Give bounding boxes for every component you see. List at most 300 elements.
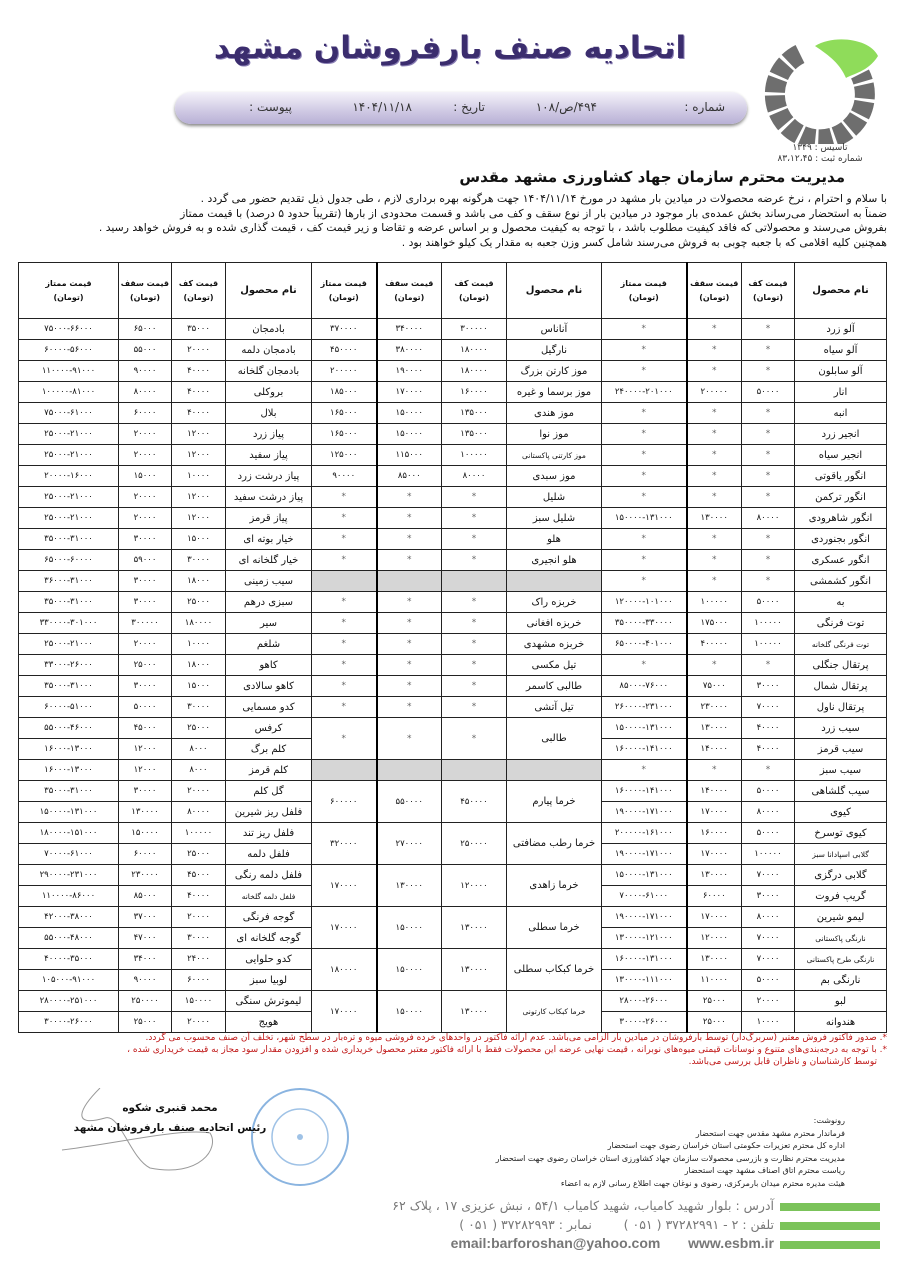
ceiling-price-text: ۳۰۰۰۰ <box>133 786 157 796</box>
ceiling-price-text: ۲۰۰۰۰ <box>133 429 157 439</box>
floor-price <box>742 865 795 886</box>
empty-grey-cell <box>507 760 602 781</box>
floor-price-text: * <box>765 429 771 439</box>
floor-price <box>172 424 226 445</box>
premium-price <box>312 487 377 508</box>
premium-price-text: ۱۶۰۰۰-۱۳۰۰۰ <box>44 765 93 775</box>
product-name <box>795 949 887 970</box>
intro-line: بفروش می‌رسند و محصولاتی که فاقد کیفیت مطلوب باشد ، با توجه به کیفیت محصول و بر اساس عرضه و تقاضا و زیر قیمت کف ، قیمت گذاری شده و به فروش خواهد رسید . <box>98 221 887 234</box>
premium-price-text: ۱۳۰۰۰۰-۱۱۱۰۰۰ <box>614 975 673 985</box>
premium-price-text: ۱۸۵۰۰۰ <box>330 387 358 397</box>
table-row <box>19 676 887 697</box>
premium-price <box>19 508 119 529</box>
floor-price-text: ۲۵۰۰۰۰ <box>460 838 488 849</box>
ceiling-price <box>377 949 442 991</box>
product-name-text: شلیل <box>542 491 566 503</box>
floor-price <box>442 949 507 991</box>
floor-price <box>742 361 795 382</box>
ceiling-price-text: ۱۱۰۰۰۰ <box>700 975 728 985</box>
product-name-text: گریپ فروت <box>815 890 866 902</box>
table-row <box>19 340 887 361</box>
product-name <box>226 802 312 823</box>
premium-price <box>312 319 377 340</box>
product-name <box>226 781 312 802</box>
premium-price-text: ۵۵۰۰۰-۴۶۰۰۰ <box>44 723 93 733</box>
floor-price <box>742 613 795 634</box>
floor-price-text: ۳۰۰۰۰ <box>756 891 780 901</box>
premium-price-text: ۲۰۰۰۰-۱۶۰۰۰ <box>44 471 93 481</box>
product-name-text: بادمجان گلخانه <box>237 365 300 377</box>
floor-price-text: ۱۵۰۰۰۰ <box>184 996 213 1006</box>
floor-price <box>172 928 226 949</box>
ceiling-price <box>687 928 742 949</box>
product-name <box>795 844 887 865</box>
ceiling-price-text: * <box>407 534 412 544</box>
ceiling-price-text: ۱۳۰۰۰۰ <box>700 513 728 523</box>
product-name-text: خیار بوته ای <box>243 533 294 545</box>
floor-price <box>172 487 226 508</box>
organization-title: اتحادیه صنف بارفروشان مشهد <box>213 30 687 66</box>
floor-price-text: ۲۵۰۰۰ <box>187 597 210 607</box>
carbon-copy-list <box>496 1115 845 1190</box>
ceiling-price <box>687 403 742 424</box>
premium-price <box>602 361 687 382</box>
premium-price <box>602 592 687 613</box>
floor-price-text: * <box>765 345 771 355</box>
floor-price-text: ۱۰۰۰۰۰ <box>754 618 782 628</box>
product-name <box>226 928 312 949</box>
floor-price <box>442 865 507 907</box>
product-name <box>795 403 887 424</box>
floor-price <box>442 508 507 529</box>
premium-price-text: ۱۲۰۰۰۰-۱۰۱۰۰۰ <box>614 597 673 607</box>
table-row <box>19 424 887 445</box>
product-name-text: پیاز قرمز <box>249 512 288 524</box>
floor-price-text: ۸۰۰۰۰ <box>756 912 780 922</box>
product-name <box>795 382 887 403</box>
ceiling-price-text: ۱۷۰۰۰۰ <box>395 387 423 397</box>
addressee: مدیریت محترم سازمان جهاد کشاورزی مشهد مقدس <box>459 168 845 186</box>
premium-price-text: * <box>341 492 346 502</box>
floor-price-text: ۸۰۰۰ <box>189 765 208 775</box>
product-name-text: شلغم <box>256 638 281 650</box>
ceiling-price-text: ۳۷۰۰۰ <box>133 912 157 922</box>
product-name-text: فلفل دلمه <box>247 848 290 860</box>
product-name-text: کدو حلوایی <box>245 953 292 965</box>
premium-price <box>312 949 377 991</box>
floor-price <box>742 340 795 361</box>
product-name <box>226 718 312 739</box>
floor-price <box>442 613 507 634</box>
product-name <box>795 466 887 487</box>
floor-price <box>442 634 507 655</box>
ceiling-price-text: ۲۳۰۰۰۰ <box>700 702 728 712</box>
ceiling-price-text: ۳۰۰۰۰۰ <box>131 618 159 628</box>
product-name-text: هلو انجیری <box>531 554 577 566</box>
product-name <box>507 382 602 403</box>
floor-price-text: ۳۰۰۰۰۰ <box>460 324 488 334</box>
floor-price-text: ۴۰۰۰۰ <box>187 387 210 397</box>
product-name <box>226 865 312 886</box>
premium-price-text: * <box>641 576 646 586</box>
ceiling-price-text: ۱۲۰۰۰۰ <box>700 933 728 943</box>
product-name <box>226 487 312 508</box>
premium-price-text: * <box>641 408 646 418</box>
ceiling-price-text: ۱۷۰۰۰۰ <box>700 912 728 922</box>
unit-label: (تومان) <box>328 292 359 302</box>
premium-price-text: * <box>341 639 346 649</box>
floor-price <box>442 403 507 424</box>
product-name-text: هلو <box>547 533 561 545</box>
product-name-text: سیب زمینی <box>244 575 293 587</box>
floor-price <box>442 487 507 508</box>
ceiling-price-text: * <box>407 733 412 744</box>
ceiling-price <box>119 760 172 781</box>
floor-price <box>442 718 507 760</box>
premium-price <box>602 844 687 865</box>
product-name-text: کرفس <box>254 722 283 734</box>
premium-price-text: ۱۶۵۰۰۰ <box>330 408 358 418</box>
product-name <box>507 361 602 382</box>
floor-price-text: ۱۲۰۰۰۰ <box>460 880 488 891</box>
product-name-text: سیب سبز <box>819 764 862 776</box>
table-row <box>19 445 887 466</box>
product-name <box>226 319 312 340</box>
ceiling-price <box>377 340 442 361</box>
ceiling-price <box>119 823 172 844</box>
floor-price <box>172 340 226 361</box>
product-name <box>507 781 602 823</box>
floor-price-text: ۸۰۰۰۰ <box>756 807 780 817</box>
floor-price <box>442 550 507 571</box>
floor-price-text: * <box>471 555 477 565</box>
premium-price-text: ۱۸۰۰۰۰ <box>330 964 358 975</box>
ceiling-price-text: * <box>407 492 412 502</box>
product-name <box>795 508 887 529</box>
product-name-text: انگور کشمشی <box>810 575 871 587</box>
ceiling-price-text: ۱۵۰۰۰۰ <box>395 408 423 418</box>
ceiling-price-text: ۹۰۰۰۰ <box>133 975 157 985</box>
phone: تلفن : ۲ - ۳۷۲۸۲۹۹۱ ( ۰۵۱ ) <box>623 1217 774 1232</box>
unit-label: (تومان) <box>458 292 490 302</box>
floor-price <box>742 781 795 802</box>
ceiling-price-text: * <box>712 534 717 544</box>
ceiling-price-text: ۱۳۰۰۰۰ <box>700 723 728 733</box>
ceiling-price-text: ۶۰۰۰۰ <box>702 891 726 901</box>
product-name-text: توت فرنگی <box>816 617 865 629</box>
floor-price <box>172 655 226 676</box>
table-row <box>19 781 887 802</box>
ceiling-price <box>377 382 442 403</box>
floor-price-text: ۸۰۰۰ <box>189 744 208 754</box>
floor-price-text: ۵۰۰۰۰ <box>756 597 780 607</box>
floor-price <box>442 781 507 823</box>
header-product-name <box>507 263 602 319</box>
ceiling-price <box>687 865 742 886</box>
floor-price <box>172 550 226 571</box>
product-name-text: موز کارتن بزرگ <box>520 365 588 377</box>
signatory-name: محمد قنبری شکوه <box>122 1102 218 1114</box>
floor-price-text: * <box>765 555 771 565</box>
premium-price <box>19 928 119 949</box>
unit-label: (تومان) <box>129 292 161 302</box>
product-name <box>226 361 312 382</box>
ceiling-price <box>687 634 742 655</box>
ceiling-price <box>119 592 172 613</box>
email-link[interactable]: email:barforoshan@yahoo.com <box>450 1235 661 1251</box>
premium-price-text: ۱۵۰۰۰۰-۱۳۱۰۰۰ <box>39 807 98 817</box>
product-name <box>507 487 602 508</box>
product-name <box>507 340 602 361</box>
premium-price <box>602 571 687 592</box>
product-name <box>795 655 887 676</box>
ceiling-price <box>687 340 742 361</box>
floor-price <box>442 340 507 361</box>
empty-grey-cell <box>377 760 442 781</box>
ceiling-price-text: ۱۳۰۰۰۰ <box>700 954 728 964</box>
ceiling-price <box>119 424 172 445</box>
premium-price <box>312 781 377 823</box>
product-name <box>795 424 887 445</box>
header-product-name-text: نام محصول <box>240 284 297 296</box>
ceiling-price-text: ۲۰۰۰۰ <box>133 492 157 502</box>
ceiling-price <box>687 886 742 907</box>
floor-price <box>442 361 507 382</box>
floor-price <box>742 592 795 613</box>
product-name-text: به <box>836 596 845 608</box>
date-value: ۱۴۰۴/۱۱/۱۸ <box>352 100 412 114</box>
premium-price <box>19 949 119 970</box>
ceiling-price-text: ۱۹۰۰۰۰ <box>395 366 423 376</box>
ceiling-price <box>119 319 172 340</box>
floor-price <box>742 970 795 991</box>
product-name-text: نارنگی طرح پاکستانی <box>806 954 875 964</box>
product-name <box>226 403 312 424</box>
ceiling-price-text: * <box>407 639 412 649</box>
table-row <box>19 907 887 928</box>
ceiling-price-text: * <box>407 555 412 565</box>
product-name-text: خرما کبکاب سطلی <box>513 964 595 975</box>
floor-price-text: ۲۰۰۰۰ <box>187 1017 210 1027</box>
floor-price-text: ۸۰۰۰۰ <box>756 513 780 523</box>
product-name-text: آلو زرد <box>826 323 855 335</box>
product-name <box>507 319 602 340</box>
ceiling-price-text: * <box>407 597 412 607</box>
ceiling-price <box>687 697 742 718</box>
ceiling-price <box>377 823 442 865</box>
product-name <box>226 697 312 718</box>
ceiling-price-text: * <box>712 324 717 334</box>
ceiling-price <box>687 382 742 403</box>
ceiling-price <box>119 970 172 991</box>
ceiling-price-text: ۱۷۰۰۰۰ <box>700 807 728 817</box>
header-floor-price-text: قیمت کف <box>454 278 494 288</box>
premium-price-text: * <box>641 450 646 460</box>
product-name <box>795 865 887 886</box>
premium-price-text: ۲۵۰۰۰-۲۱۰۰۰ <box>44 450 93 460</box>
product-name <box>507 508 602 529</box>
floor-price <box>172 718 226 739</box>
ceiling-price <box>119 991 172 1012</box>
ceiling-price <box>687 718 742 739</box>
premium-price-text: ۳۰۰۰۰-۲۶۰۰۰ <box>44 1017 93 1027</box>
product-name <box>795 445 887 466</box>
premium-price <box>312 676 377 697</box>
floor-price <box>442 466 507 487</box>
floor-price <box>442 382 507 403</box>
empty-grey-cell <box>377 571 442 592</box>
floor-price <box>172 739 226 760</box>
table-row <box>19 613 887 634</box>
ceiling-price-text: ۲۰۰۰۰ <box>133 450 157 460</box>
floor-price-text: ۱۸۰۰۰۰ <box>184 618 213 628</box>
product-name-text: موز نوا <box>539 428 569 440</box>
product-name-text: لبو <box>834 995 847 1007</box>
header-floor-price <box>172 263 226 319</box>
ceiling-price-text: ۱۴۰۰۰۰ <box>700 744 728 754</box>
product-name-text: سیب زرد <box>821 722 860 734</box>
premium-price <box>19 886 119 907</box>
floor-price-text: * <box>471 534 477 544</box>
ceiling-price-text: ۵۰۰۰۰ <box>133 702 157 712</box>
product-name-text: موز برسما و غیره <box>516 386 592 398</box>
ceiling-price <box>687 361 742 382</box>
floor-price-text: * <box>765 660 771 670</box>
product-name <box>507 445 602 466</box>
ceiling-price-text: ۳۸۰۰۰۰ <box>395 345 423 355</box>
product-name <box>507 466 602 487</box>
ceiling-price-text: ۱۵۰۰۰۰ <box>395 922 423 933</box>
product-name <box>507 991 602 1033</box>
premium-price <box>602 739 687 760</box>
unit-label: (تومان) <box>183 292 214 302</box>
premium-price-text: ۷۰۰۰۰-۶۱۰۰۰ <box>44 849 93 859</box>
floor-price-text: ۲۰۰۰۰ <box>187 912 210 922</box>
header-ceiling-price-text: قیمت سقف <box>120 278 169 288</box>
product-name-text: خربزه راک <box>531 596 577 608</box>
floor-price <box>742 403 795 424</box>
premium-price-text: ۱۷۰۰۰۰ <box>330 1006 358 1017</box>
product-name <box>226 823 312 844</box>
product-name <box>226 445 312 466</box>
note: توسط کارشناسان و ناظران قابل بررسی می‌باشد. <box>688 1057 877 1067</box>
premium-price-text: ۳۶۰۰۰-۳۱۰۰۰ <box>44 576 93 586</box>
premium-price-text: ۱۷۰۰۰۰ <box>330 880 358 891</box>
ceiling-price-text: ۳۰۰۰۰ <box>133 681 157 691</box>
floor-price <box>172 361 226 382</box>
product-name <box>507 529 602 550</box>
product-name <box>226 340 312 361</box>
premium-price-text: ۲۰۰۰۰۰-۱۶۱۰۰۰ <box>614 828 673 838</box>
floor-price-text: * <box>765 408 771 418</box>
premium-price-text: ۲۴۰۰۰۰-۲۰۱۰۰۰ <box>614 387 673 397</box>
ceiling-price <box>377 865 442 907</box>
product-name-text: کلم برگ <box>250 743 287 755</box>
product-name-text: موز هندی <box>534 407 574 419</box>
premium-price-text: * <box>341 534 346 544</box>
ceiling-price <box>119 403 172 424</box>
floor-price <box>172 1012 226 1033</box>
ceiling-price-text: ۱۳۰۰۰۰ <box>700 870 728 880</box>
product-name-text: لیموترش سنگی <box>235 995 302 1007</box>
ceiling-price <box>687 529 742 550</box>
product-name-text: فلفل دلمه رنگی <box>234 869 303 881</box>
ceiling-price <box>377 781 442 823</box>
product-name-text: گوجه فرنگی <box>242 911 295 923</box>
floor-price-text: ۷۰۰۰۰ <box>756 954 780 964</box>
product-name-text: سیب قرمز <box>817 743 864 755</box>
premium-price-text: * <box>341 681 346 691</box>
ceiling-price <box>377 424 442 445</box>
premium-price <box>312 508 377 529</box>
premium-price-text: ۱۶۵۰۰۰ <box>330 429 358 439</box>
premium-price <box>602 445 687 466</box>
floor-price <box>172 697 226 718</box>
premium-price-text: ۴۵۰۰۰۰ <box>330 345 358 355</box>
green-bar <box>780 1222 880 1230</box>
website-link[interactable]: www.esbm.ir <box>688 1235 774 1251</box>
ceiling-price-text: ۶۰۰۰۰ <box>133 408 157 418</box>
ceiling-price-text: * <box>407 618 412 628</box>
product-name-text: گل کلم <box>253 785 284 797</box>
product-name-text: انار <box>833 386 848 398</box>
ceiling-price-text: ۲۰۰۰۰۰ <box>700 387 728 397</box>
ceiling-price <box>119 865 172 886</box>
product-name <box>795 718 887 739</box>
floor-price <box>172 802 226 823</box>
product-name <box>795 529 887 550</box>
ceiling-price <box>377 403 442 424</box>
product-name-text: خرما رطب مضافتی <box>512 838 596 849</box>
ceiling-price <box>119 676 172 697</box>
premium-price <box>602 886 687 907</box>
premium-price <box>19 781 119 802</box>
ceiling-price-text: ۱۳۰۰۰۰ <box>131 807 159 817</box>
table-row <box>19 529 887 550</box>
premium-price <box>19 529 119 550</box>
ceiling-price <box>119 508 172 529</box>
floor-price-text: ۱۲۰۰۰ <box>187 492 210 502</box>
floor-price <box>742 949 795 970</box>
premium-price-text: ۶۵۰۰۰۰-۴۰۱۰۰۰ <box>614 639 673 649</box>
cc-item: ریاست محترم اتاق اصناف مشهد جهت استحضار <box>684 1166 845 1175</box>
floor-price <box>742 382 795 403</box>
floor-price-text: ۱۰۰۰۰ <box>756 1017 780 1027</box>
product-name <box>226 676 312 697</box>
premium-price <box>602 550 687 571</box>
premium-price-text: * <box>641 555 646 565</box>
floor-price <box>742 529 795 550</box>
premium-price <box>19 613 119 634</box>
ceiling-price-text: * <box>712 765 717 775</box>
premium-price <box>312 991 377 1033</box>
premium-price <box>602 529 687 550</box>
premium-price <box>19 697 119 718</box>
floor-price <box>172 781 226 802</box>
ceiling-price-text: ۶۰۰۰۰ <box>133 849 157 859</box>
floor-price <box>172 445 226 466</box>
ceiling-price-text: ۳۴۰۰۰ <box>133 954 157 964</box>
table-row <box>19 382 887 403</box>
floor-price-text: ۱۸۰۰۰۰ <box>460 345 488 355</box>
ceiling-price <box>377 676 442 697</box>
floor-price-text: ۷۰۰۰۰ <box>756 702 780 712</box>
premium-price-text: * <box>641 324 646 334</box>
ceiling-price <box>119 382 172 403</box>
premium-price <box>19 550 119 571</box>
premium-price-text: ۱۹۰۰۰۰-۱۷۱۰۰۰ <box>614 912 673 922</box>
premium-price <box>19 991 119 1012</box>
